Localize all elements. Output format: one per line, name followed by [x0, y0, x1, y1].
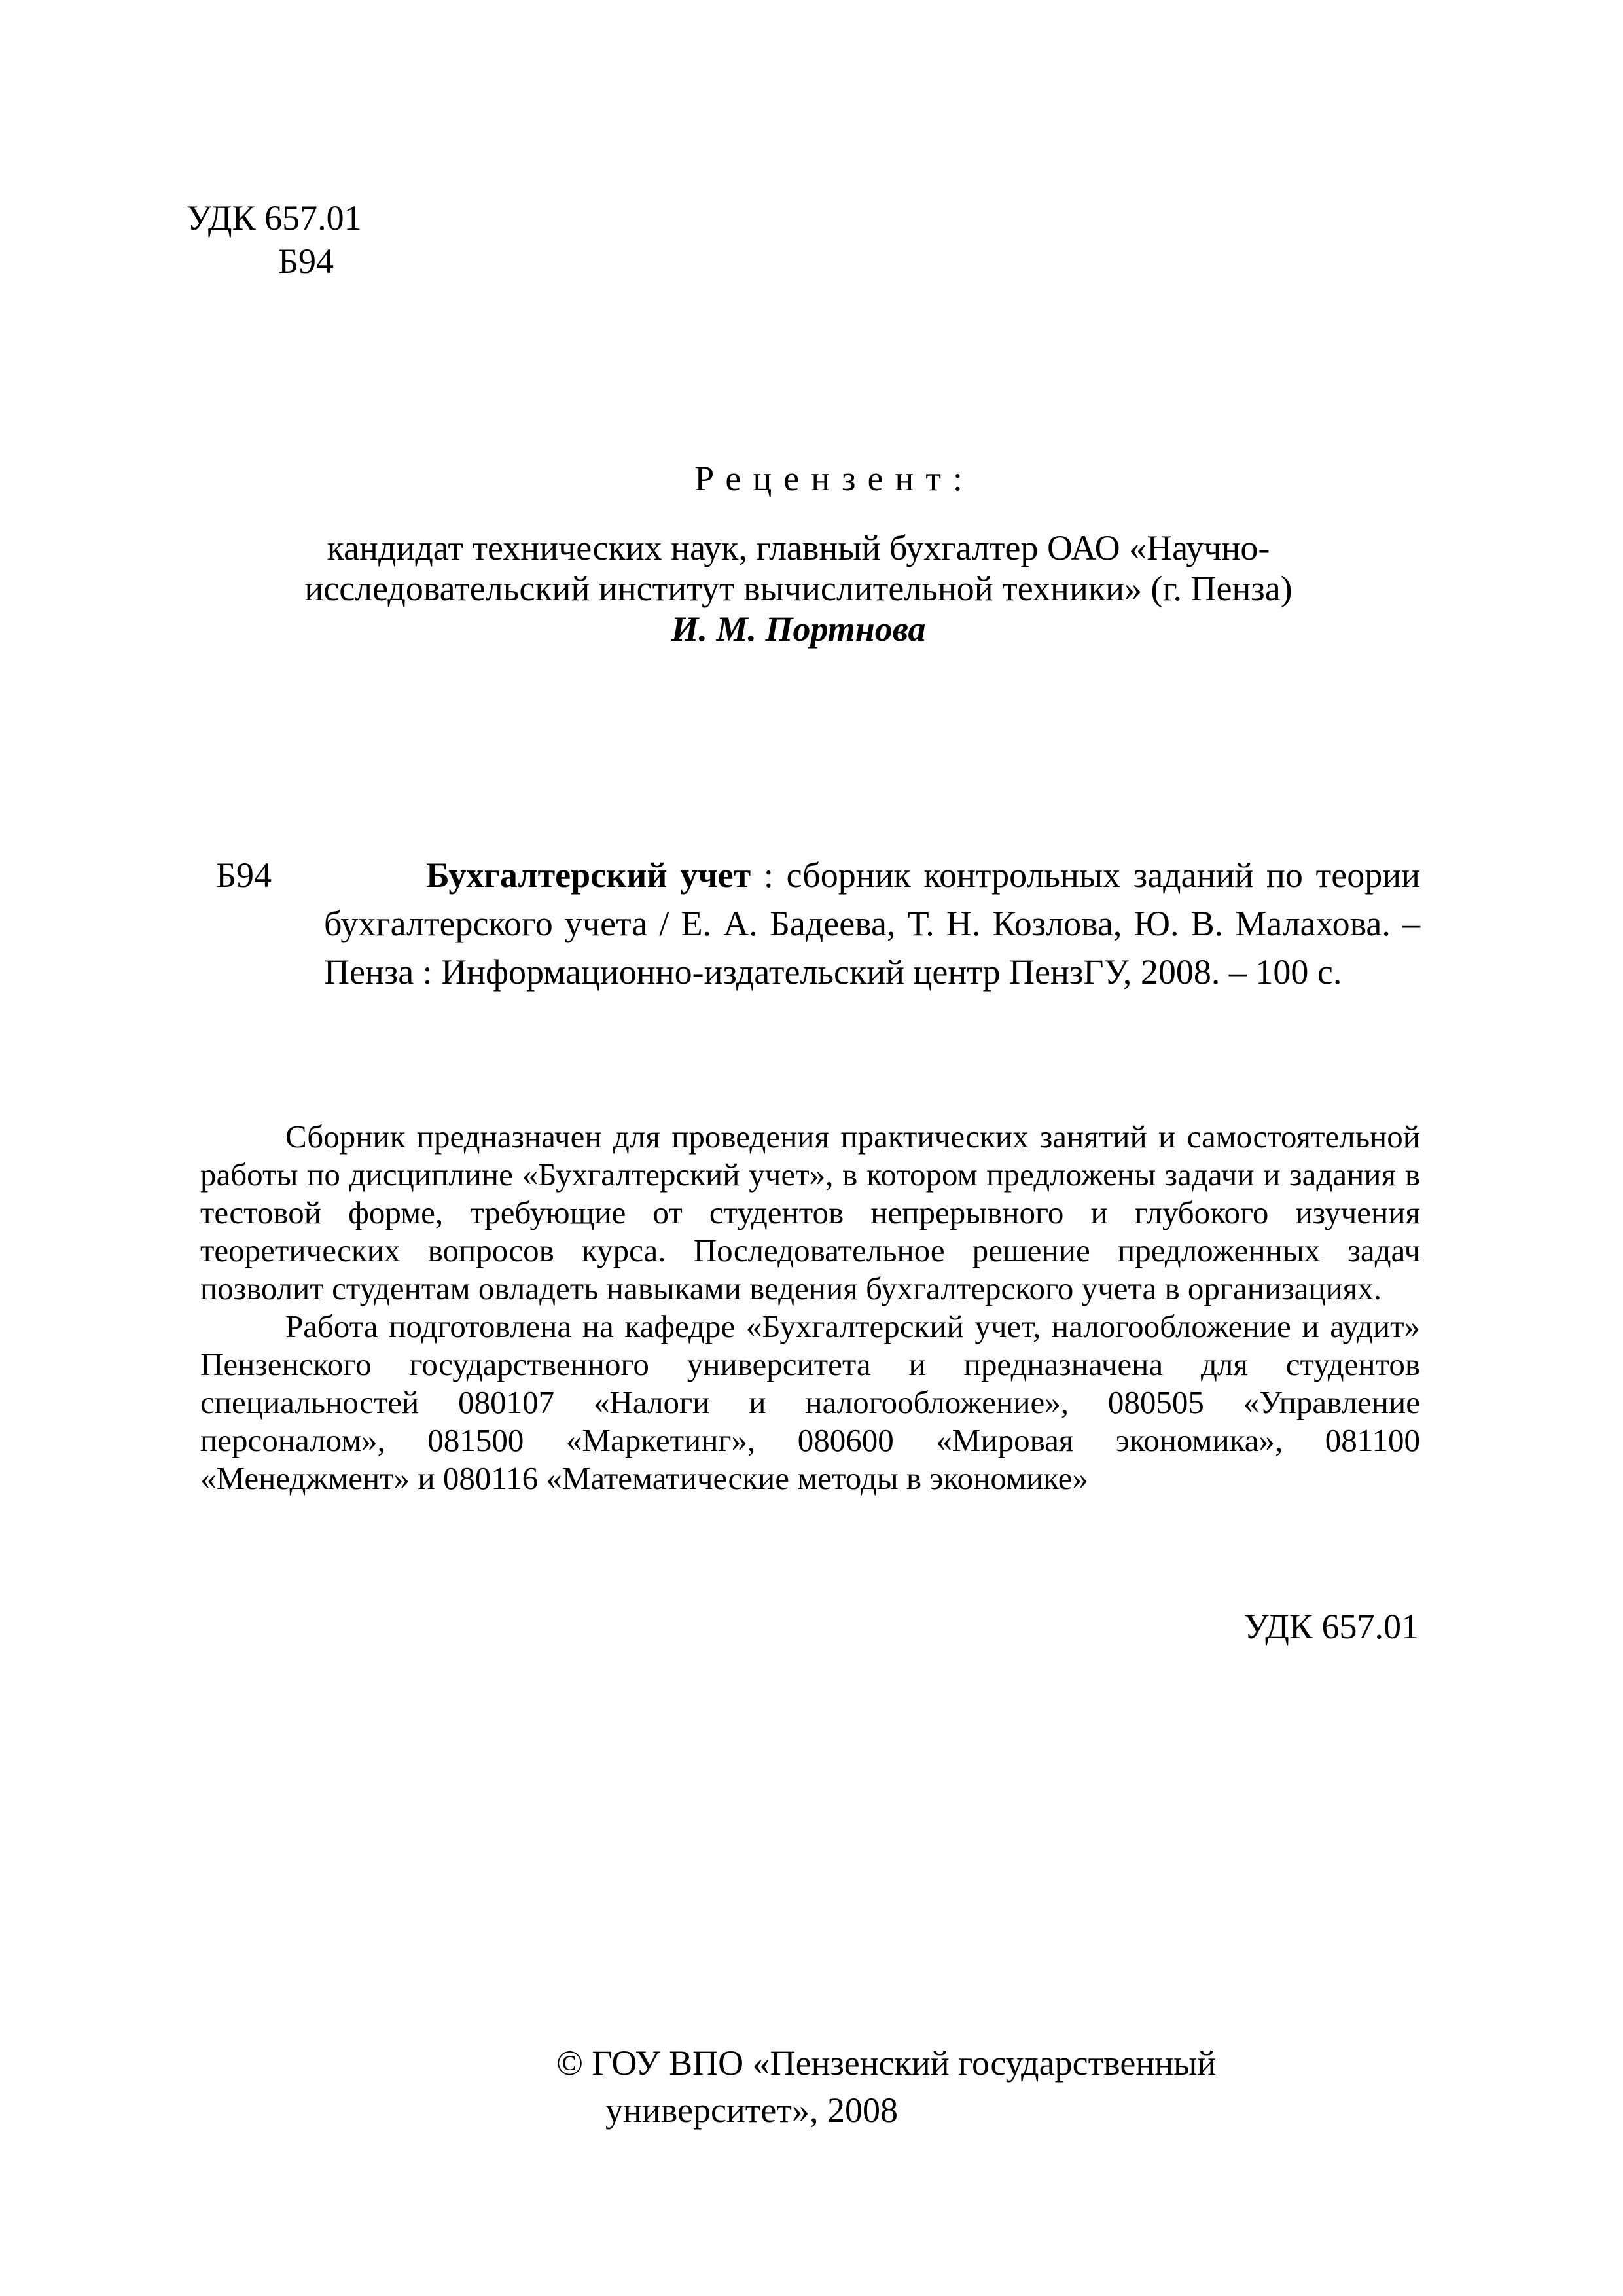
abstract-paragraph-1: Сборник предназначен для проведения практических занятий и самостоятельной работы по дисциплине «Бухгалтерский учет», в котором предложены задачи и задания в тестовой форме, требующие от студентов непрерывного и глубокого изучения теоретических вопросов курса. Последовательное решение предложенных задач позволит студентам овладеть навыками ведения бухгалтерского учета в организациях.: [200, 1119, 1420, 1306]
reviewer-heading: Рецензент:: [694, 459, 974, 498]
abstract-paragraph-2: Работа подготовлена на кафедре «Бухгалтерский учет, налогообложение и аудит» Пензенского государственного университета и предназначена для студентов специальностей 080107 «Налоги и налогообложение», 080505 «Управление персоналом», 081500 «Маркетинг», 080600 «Мировая экономика», 081100 «Менеджмент» и 080116 «Математические методы в экономике»: [200, 1308, 1420, 1496]
reviewer-name: И. М. Портнова: [671, 609, 926, 649]
udc-header: [187, 196, 362, 283]
abstract: [200, 1118, 1420, 1498]
udc-code: УДК 657.01: [187, 198, 362, 238]
book-title: Бухгалтерский учет: [426, 855, 751, 895]
copyright-line-1: ГОУ ВПО «Пензенский государственный: [592, 2043, 1217, 2083]
reviewer-block: [196, 458, 1400, 649]
bbk-code: Б94: [278, 242, 334, 281]
biblio-details: : сборник контрольных заданий по теории бухгалтерского учета / Е. А. Бадеева, Т. Н. Козлова, Ю. В. Малахова. – Пенза : Информационно-издательский центр ПензГУ, 2008. – 100 с.: [324, 855, 1420, 992]
copyright-icon: ©: [556, 2043, 584, 2083]
biblio-code: Б94: [216, 855, 272, 895]
bibliographic-entry: [216, 851, 1420, 996]
biblio-description: [324, 851, 1420, 996]
udc-footer: УДК 657.01: [1243, 1607, 1419, 1646]
copyright-line-2: университет», 2008: [605, 2090, 898, 2130]
reviewer-description: кандидат технических наук, главный бухгалтер ОАО «Научно-исследовательский институт вычислительной техники» (г. Пенза): [304, 528, 1293, 608]
copyright-block: [556, 2039, 1216, 2134]
